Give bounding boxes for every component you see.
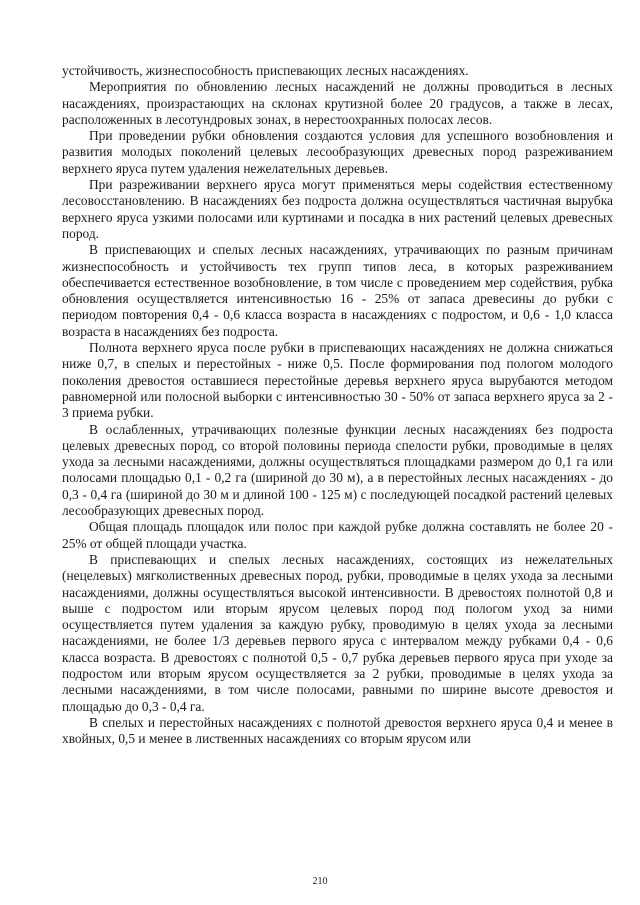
paragraph: В спелых и перестойных насаждениях с полнотой древостоя верхнего яруса 0,4 и менее в хвойных, 0,5 и менее в лиственных насаждениях со вторым ярусом или xyxy=(62,714,613,747)
document-body xyxy=(62,63,613,747)
paragraph: При проведении рубки обновления создаются условия для успешного возобновления и развития молодых поколений целевых лесообразующих древесных пород разреживанием верхнего яруса путем удаления нежелательных деревьев. xyxy=(62,128,613,176)
paragraph: В приспевающих и спелых лесных насаждениях, состоящих из нежелательных (нецелевых) мягколиственных древесных пород, рубки, проводимые в целях ухода за лесными насаждениями, должны осуществляться высокой интенсивности. В древостоях полнотой 0,8 и выше с подростом или вторым ярусом целевых пород под пологом уход за ними осуществляется путем удаления за каждую рубку, проводимую в целях ухода за лесными насаждениями, не более 1/3 деревьев первого яруса с интервалом между рубками 0,4 - 0,6 класса возраста. В древостоях с полнотой 0,5 - 0,7 рубка деревьев первого яруса при уходе за подростом или вторым ярусом осуществляется за 2 рубки, проводимые в целях ухода за лесными насаждениями, в том числе полосами, равными по ширине высоте древостоя и площадью до 0,3 - 0,4 га. xyxy=(62,551,613,714)
paragraph: При разреживании верхнего яруса могут применяться меры содействия естественному лесовосстановлению. В насаждениях без подроста должна осуществляться частичная вырубка верхнего яруса узкими полосами или куртинами и посадка в них растений целевых древесных пород. xyxy=(62,177,613,241)
paragraph: Полнота верхнего яруса после рубки в приспевающих насаждениях не должна снижаться ниже 0,7, в спелых и перестойных - ниже 0,5. После формирования под пологом молодого поколения древостоя оставшиеся перестойные деревья верхнего яруса вырубаются методом равномерной или полосной выборки с интенсивностью 30 - 50% от запаса верхнего яруса за 2 - 3 приема рубки. xyxy=(62,340,613,421)
paragraph: Общая площадь площадок или полос при каждой рубке должна составлять не более 20 - 25% от общей площади участка. xyxy=(62,519,613,551)
paragraph-continuation: устойчивость, жизнеспособность приспевающих лесных насаждениях. xyxy=(62,63,469,78)
page-number: 210 xyxy=(312,876,328,887)
paragraph: В ослабленных, утрачивающих полезные функции лесных насаждениях без подроста целевых древесных пород, со второй половины периода спелости рубки, проводимые в целях ухода за лесными насаждениями, должны осуществляться площадками размером до 0,1 га или полосами площадью 0,1 - 0,2 га (шириной до 30 м), а в перестойных лесных насаждениях - до 0,3 - 0,4 га (шириной до 30 м и длиной 100 - 125 м) с последующей посадкой растений целевых лесообразующих древесных пород. xyxy=(62,421,613,519)
paragraph: Мероприятия по обновлению лесных насаждений не должны проводиться в лесных насаждениях, произрастающих на склонах крутизной более 20 градусов, а также в лесах, расположенных в лесотундровых зонах, в нерестоохранных полосах лесов. xyxy=(62,79,613,127)
paragraph: В приспевающих и спелых лесных насаждениях, утрачивающих по разным причинам жизнеспособность и устойчивость тех групп типов леса, в которых разреживанием обеспечивается естественное возобновление, в том числе с проведением мер содействия, рубка обновления осуществляется интенсивностью 16 - 25% от запаса древесины до рубки с периодом повторения 0,4 - 0,6 класса возраста в насаждениях с подростом, и 0,6 - 1,0 класса возраста в насаждениях без подроста. xyxy=(62,242,613,339)
